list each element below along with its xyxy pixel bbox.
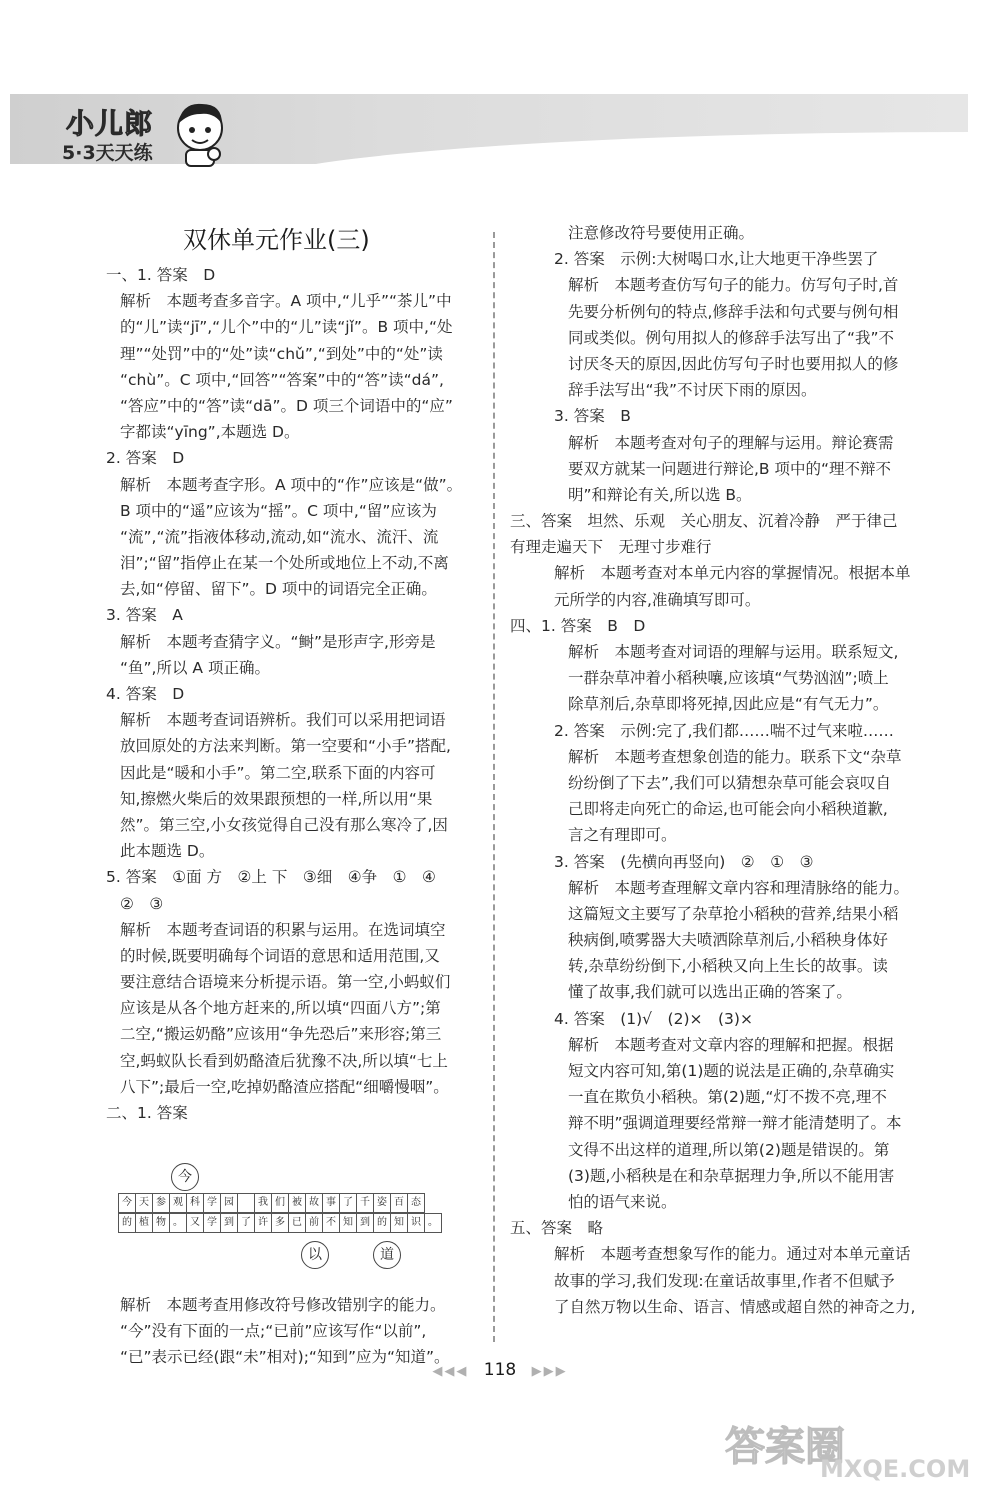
text-line: B 项中的“遥”应该为“摇”。C 项中,“留”应该为: [120, 501, 437, 520]
next-arrows-icon: ▶▶▶: [531, 1364, 568, 1379]
logo-subtitle: 5·3天天练: [62, 142, 153, 164]
column-divider: [493, 232, 495, 1342]
correction-grid-row-1: [119, 1193, 425, 1213]
grid-cell: 我: [254, 1193, 272, 1213]
text-line: ② ③: [120, 894, 164, 913]
text-line: 三、答案 坦然、乐观 关心朋友、沉着冷静 严于律己: [510, 512, 898, 531]
page-footer: [0, 1360, 1000, 1380]
text-line: 然”。第三空,小女孩觉得自己没有那么寒冷了,因: [120, 815, 448, 834]
correction-circle-top: 今: [171, 1163, 199, 1191]
grid-cell: 植: [135, 1213, 153, 1233]
grid-cell: 们: [271, 1193, 289, 1213]
text-line: 3. 答案 A: [106, 606, 183, 625]
grid-cell: 。: [424, 1213, 442, 1233]
watermark-logo: 答案圈: [725, 1424, 845, 1470]
prev-arrows-icon: ◀◀◀: [432, 1364, 469, 1379]
text-line: 解析 本题考查词语辨析。我们可以采用把词语: [120, 711, 446, 730]
text-line: 辩不明”强调道理要经常辩一辩才能清楚明了。本: [568, 1114, 902, 1133]
text-line: 解析 本题考查用修改符号修改错别字的能力。: [120, 1296, 446, 1314]
text-line: 2. 答案 示例:完了,我们都……喘不过气来啦……: [554, 721, 894, 740]
grid-cell: 事: [322, 1193, 340, 1213]
logo-title: 小儿郎: [66, 107, 154, 140]
text-line: 解析 本题考查猜字义。“鲥”是形声字,形旁是: [120, 632, 436, 651]
grid-cell: 姿: [373, 1193, 391, 1213]
correction-grid-row-2: [119, 1213, 442, 1233]
text-line: 要双方就某一问题进行辩论,B 项中的“理不辩不: [568, 459, 892, 478]
text-line: 注意修改符号要使用正确。: [568, 224, 755, 242]
text-line: “答应”中的“答”读“dā”。D 项三个词语中的“应”: [120, 396, 453, 415]
text-line: 的“儿”读“jī”,“儿个”中的“儿”读“jǐ”。B 项中,“处: [120, 318, 453, 337]
grid-cell: 前: [305, 1213, 323, 1233]
text-line: 元所学的内容,准确填写即可。: [554, 590, 761, 609]
correction-circle-bottom-1: 以: [301, 1241, 329, 1269]
text-line: 去,如“停留、留下”。D 项中的词语完全正确。: [120, 580, 437, 599]
text-line: 4. 答案 D: [106, 685, 185, 703]
text-line: 秧病倒,喷雾器大夫喷洒除草剂后,小稻秧身体好: [568, 931, 888, 950]
text-line: 言之有理即可。: [568, 826, 677, 845]
text-line: 解析 本题考查词语的积累与运用。在选词填空: [120, 920, 446, 939]
text-line: 解析 本题考查对文章内容的理解和把握。根据: [568, 1035, 894, 1054]
text-line: 空,蚂蚁队长看到奶酪渣后犹豫不决,所以填“七上: [120, 1051, 448, 1070]
text-line: 5. 答案 ①面 方 ②上 下 ③细 ④争 ① ④: [106, 868, 436, 887]
text-line: 4. 答案 (1)√ (2)× (3)×: [554, 1009, 753, 1028]
grid-cell: 不: [322, 1213, 340, 1233]
grid-cell: 到: [356, 1213, 374, 1233]
text-line: 五、答案 略: [510, 1219, 604, 1238]
text-line: 二、1. 答案: [106, 1104, 188, 1122]
grid-cell: 知: [339, 1213, 357, 1233]
text-line: 了自然万物以生命、语言、情感或超自然的神奇之力,: [554, 1297, 916, 1316]
text-line: (3)题,小稻秧是在和杂草据理力争,所以不能用害: [568, 1166, 895, 1185]
text-line: 同或类似。例句用拟人的修辞手法写出了“我”不: [568, 328, 895, 347]
page-title: 双休单元作业(三): [183, 226, 370, 254]
grid-cell: 许: [254, 1213, 272, 1233]
text-line: 二空,“搬运奶酪”应该用“争先恐后”来形容;第三: [120, 1025, 442, 1044]
text-line: 解析 本题考查仿写句子的能力。仿写句子时,首: [568, 276, 899, 295]
grid-cell: [237, 1193, 255, 1213]
grid-cell: 学: [203, 1213, 221, 1233]
text-line: “chù”。C 项中,“回答”“答案”中的“答”读“dá”,: [120, 370, 444, 389]
text-line: 泪”;“留”指停止在某一个处所或地位上不动,不离: [120, 554, 449, 573]
grid-cell: 百: [390, 1193, 408, 1213]
grid-cell: 态: [407, 1193, 425, 1213]
text-line: 故事的学习,我们发现:在童话故事里,作者不但赋予: [554, 1271, 895, 1290]
text-line: 此本题选 D。: [120, 842, 215, 861]
text-line: 明”和辩论有关,所以选 B。: [568, 485, 752, 504]
text-line: “今”没有下面的一点;“已前”应该写作“以前”,: [120, 1322, 427, 1341]
text-line: 己即将走向死亡的命运,也可能会向小稻秧道歉,: [568, 800, 888, 819]
grid-cell: 的: [118, 1213, 136, 1233]
text-line: 四、1. 答案 B D: [510, 616, 646, 635]
text-line: 辞手法写出“我”不讨厌下雨的原因。: [568, 381, 817, 400]
text-line: 字都读“yīng”,本题选 D。: [120, 423, 300, 442]
grid-cell: 参: [152, 1193, 170, 1213]
text-line: 理”“处罚”中的“处”读“chǔ”,“到处”中的“处”读: [120, 344, 443, 363]
text-line: 3. 答案 (先横向再竖向) ② ① ③: [554, 852, 814, 871]
grid-cell: 了: [339, 1193, 357, 1213]
text-line: 的时候,既要明确每个词语的意思和适用范围,又: [120, 946, 440, 965]
grid-cell: 园: [220, 1193, 238, 1213]
text-line: 2. 答案 示例:大树喝口水,让大地更干净些罢了: [554, 250, 879, 269]
grid-cell: 识: [407, 1213, 425, 1233]
watermark-url: MXQE.COM: [820, 1455, 971, 1483]
text-line: 这篇短文主要写了杂草抢小稻秧的营养,结果小稻: [568, 904, 899, 923]
correction-figure: [115, 1163, 475, 1273]
text-line: 转,杂草纷纷倒下,小稻秧又向上生长的故事。读: [568, 957, 888, 976]
text-line: 有理走遍天下 无理寸步难行: [510, 538, 712, 557]
grid-cell: 又: [186, 1213, 204, 1233]
grid-cell: 天: [135, 1193, 153, 1213]
correction-circle-bottom-2: 道: [373, 1241, 401, 1269]
text-line: 要注意结合语境来分析提示语。第一空,小蚂蚁们: [120, 973, 451, 992]
text-line: 解析 本题考查多音字。A 项中,“儿乎”“茶儿”中: [120, 292, 452, 311]
grid-cell: 。: [169, 1213, 187, 1233]
brand-logo: [60, 98, 230, 168]
text-line: 3. 答案 B: [554, 407, 631, 426]
grid-cell: 被: [288, 1193, 306, 1213]
grid-cell: 的: [373, 1213, 391, 1233]
text-line: 纷纷倒了下去”,我们可以猜想杂草可能会哀叹自: [568, 773, 891, 792]
text-line: 文得不出这样的道理,所以第(2)题是错误的。第: [568, 1140, 890, 1159]
text-line: 放回原处的方法来判断。第一空要和“小手”搭配,: [120, 737, 451, 756]
grid-cell: 今: [118, 1193, 136, 1213]
grid-cell: 观: [169, 1193, 187, 1213]
grid-cell: 已: [288, 1213, 306, 1233]
grid-cell: 物: [152, 1213, 170, 1233]
text-line: 懂了故事,我们就可以选出正确的答案了。: [568, 983, 852, 1002]
text-line: “鱼”,所以 A 项正确。: [120, 658, 270, 677]
grid-cell: 学: [203, 1193, 221, 1213]
grid-cell: 科: [186, 1193, 204, 1213]
text-line: 除草剂后,杂草即将死掉,因此应是“有气无力”。: [568, 695, 889, 714]
grid-cell: 多: [271, 1213, 289, 1233]
text-line: 知,擦燃火柴后的效果跟预想的一样,所以用“果: [120, 789, 433, 808]
text-line: 怕的语气来说。: [568, 1192, 677, 1211]
text-line: 讨厌冬天的原因,因此仿写句子时也要用拟人的修: [568, 354, 899, 373]
text-line: 解析 本题考查想象创造的能力。联系下文“杂草: [568, 747, 902, 766]
left-column: [62, 262, 482, 1126]
text-line: 一直在欺负小稻秧。第(2)题,“灯不拨不亮,理不: [568, 1088, 887, 1107]
right-column: [510, 220, 922, 1320]
mascot-icon: [170, 98, 230, 168]
grid-cell: 千: [356, 1193, 374, 1213]
text-line: 先要分析例句的特点,修辞手法和句式要与例句相: [568, 302, 899, 321]
text-line: 应该是从各个地方赶来的,所以填“四面八方”;第: [120, 999, 441, 1018]
text-line: 一、1. 答案 D: [106, 266, 216, 284]
grid-cell: 到: [220, 1213, 238, 1233]
text-line: 解析 本题考查对词语的理解与运用。联系短文,: [568, 643, 899, 661]
text-line: 因此是“暖和小手”。第二空,联系下面的内容可: [120, 763, 436, 782]
text-line: 八下”;最后一空,吃掉奶酪渣应搭配“细嚼慢咽”。: [120, 1077, 449, 1096]
grid-cell: 知: [390, 1213, 408, 1233]
text-line: “流”,“流”指液体移动,流动,如“流水、流汗、流: [120, 527, 439, 546]
text-line: 解析 本题考查对句子的理解与运用。辩论赛需: [568, 433, 894, 452]
page-number: 118: [483, 1360, 517, 1380]
text-line: 一群杂草冲着小稻秧嚷,应该填“气势汹汹”;喷上: [568, 669, 889, 688]
grid-cell: 故: [305, 1193, 323, 1213]
left-column-tail: [62, 1292, 482, 1371]
text-line: 2. 答案 D: [106, 449, 185, 468]
text-line: 短文内容可知,第(1)题的说法是正确的,杂草确实: [568, 1062, 895, 1080]
text-line: 解析 本题考查字形。A 项中的“作”应该是“做”。: [120, 475, 463, 494]
grid-cell: 了: [237, 1213, 255, 1233]
text-line: 解析 本题考查想象写作的能力。通过对本单元童话: [554, 1245, 911, 1264]
text-line: 解析 本题考查对本单元内容的掌握情况。根据本单: [554, 564, 911, 583]
text-line: 解析 本题考查理解文章内容和理清脉络的能力。: [568, 878, 910, 897]
text-line: “已”表示已经(跟“未”相对);“知到”应为“知道”。: [120, 1348, 450, 1367]
